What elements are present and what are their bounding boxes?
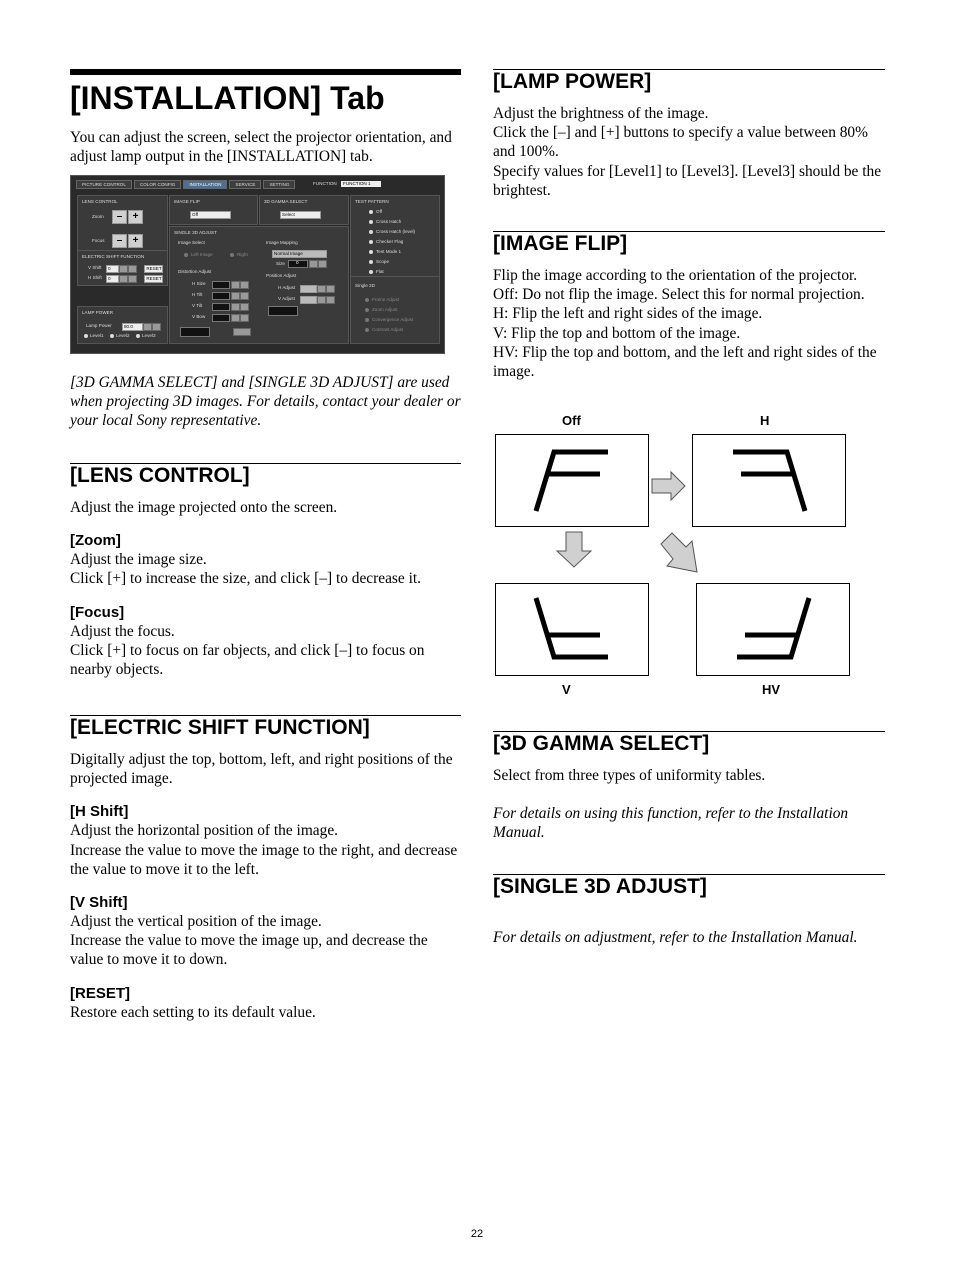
- ui-single-3d-panel: SINGLE 3D ADJUST Image Select Left Image Right Distortion Adjust H Size H Tilt V Tilt V Bow Image Mapping Normal Image Size 0 Position Adjust H Adjust V Adjust: [169, 226, 349, 344]
- flip-v-screen: [495, 583, 649, 676]
- zoom-title: [Zoom]: [70, 532, 121, 550]
- lamp-power-title: [LAMP POWER]: [493, 69, 885, 94]
- image-flip-section: [IMAGE FLIP] Flip the image according to the orientation of the projector. Off: Do not flip the image. Select this for normal projection. H: Flip the left and right sides of the image. V: Flip the top and bottom of the image. HV: Flip the top and bottom, and the left and right sides of the image.: [493, 231, 885, 381]
- lens-control-desc: Adjust the image projected onto the screen.: [70, 499, 338, 516]
- ui-zoom-plus: +: [128, 210, 143, 224]
- ui-electric-shift-panel: ELECTRIC SHIFT FUNCTION V Shift 0 RESET H Shift 0 RESET: [77, 250, 168, 286]
- single-3d-note: For details on adjustment, refer to the Installation Manual.: [493, 929, 858, 946]
- lamp-power-section: [LAMP POWER] Adjust the brightness of the image. Click the [–] and [+] buttons to specify a value between 80% and 100%. Specify values for [Level1] to [Level3]. [Level3] should be the brightest.: [493, 69, 885, 200]
- single-3d-section: [493, 874, 885, 947]
- flip-label-v: V: [562, 682, 571, 697]
- lens-control-title: [LENS CONTROL]: [70, 463, 461, 488]
- flip-label-h: H: [760, 413, 770, 428]
- ui-tab-installation: INSTALLATION: [183, 180, 227, 189]
- ui-zoom-minus: –: [112, 210, 127, 224]
- flip-label-off: Off: [562, 413, 581, 428]
- ui-tab-color-config: COLOR CONFIG: [134, 180, 181, 189]
- arrow-right-icon: [651, 470, 687, 502]
- ui-lens-control-panel: LENS CONTROL Zoom – + Focus – +: [77, 195, 168, 255]
- ui-function-select: FUNCTION FUNCTION 1: [313, 180, 381, 188]
- flip-v-glyph-icon: [496, 584, 648, 675]
- ui-focus-minus: –: [112, 234, 127, 248]
- focus-title: [Focus]: [70, 603, 125, 621]
- ui-tab-service: SERVICE: [229, 180, 261, 189]
- installation-tab-screenshot: [70, 175, 445, 354]
- ui-test-pattern-panel: TEST PATTERN Off Cross Hatch Cross Hatch (level) Checker Flag Test Mode 1 Scope Flat: [350, 195, 440, 287]
- flip-h-screen: [692, 434, 846, 527]
- flip-hv-screen: [696, 583, 850, 676]
- page-title: [INSTALLATION] Tab: [70, 80, 385, 116]
- arrow-diagonal-icon: [659, 530, 701, 576]
- h-shift-title: [H Shift]: [70, 803, 129, 821]
- ui-focus-plus: +: [128, 234, 143, 248]
- single-3d-title: [SINGLE 3D ADJUST]: [493, 874, 885, 899]
- ui-lamp-power-panel: LAMP POWER Lamp Power 80.0 Level1 Level2 Level3: [77, 306, 168, 344]
- lens-control-section: [LENS CONTROL] Adjust the image projected onto the screen. [Zoom] Adjust the image size. Click [+] to increase the size, and click [–] to decrease it. [Focus] Adjust the focus. Click [+] to focus on far objects, and click [–] to focus on nearby objects.: [70, 463, 461, 679]
- reset-title: [RESET]: [70, 984, 130, 1002]
- gamma-title: [3D GAMMA SELECT]: [493, 731, 885, 756]
- ui-tab-picture-control: PICTURE CONTROL: [76, 180, 132, 189]
- title-rule: [70, 69, 461, 75]
- ui-tab-setting: SETTING: [263, 180, 295, 189]
- flip-hv-glyph-icon: [697, 584, 849, 675]
- flip-label-hv: HV: [762, 682, 781, 697]
- electric-shift-title: [ELECTRIC SHIFT FUNCTION]: [70, 715, 461, 740]
- flip-off-glyph-icon: [496, 435, 648, 526]
- flip-h-glyph-icon: [693, 435, 845, 526]
- electric-shift-desc: Digitally adjust the top, bottom, left, and right positions of the projected image.: [70, 751, 453, 788]
- v-shift-title: [V Shift]: [70, 894, 128, 912]
- gamma-note: For details on using this function, refer to the Installation Manual.: [493, 805, 849, 842]
- ui-image-flip-panel: IMAGE FLIP Off: [169, 195, 258, 225]
- screenshot-caption: [3D GAMMA SELECT] and [SINGLE 3D ADJUST] are used when projecting 3D images. For details, contact your dealer or your local Sony representative.: [70, 374, 461, 430]
- image-flip-title: [IMAGE FLIP]: [493, 231, 885, 256]
- page-number: 22: [470, 1228, 484, 1240]
- gamma-section: [3D GAMMA SELECT] Select from three types of uniformity tables. For details on using this function, refer to the Installation Manual.: [493, 731, 885, 843]
- ui-gamma-panel: 3D GAMMA SELECT Select: [259, 195, 349, 225]
- arrow-down-icon: [555, 531, 593, 569]
- electric-shift-section: [ELECTRIC SHIFT FUNCTION] Digitally adjust the top, bottom, left, and right positions of the projected image. [H Shift] Adjust the horizontal position of the image. Increase the value to move the image to the right, and decrease the value to move it to the left. [V Shift] Adjust the vertical position of the image. Increase the value to move the image up, and decrease the value to move it to down. [RESET] Restore each setting to its default value.: [70, 715, 461, 1022]
- ui-single-3d-list-panel: Single 3D Frame Adjust Zoom Adjust Convergence Adjust Contrast Adjust: [350, 276, 440, 344]
- flip-off-screen: [495, 434, 649, 527]
- ui-tab-bar: [76, 180, 295, 189]
- intro-text: You can adjust the screen, select the projector orientation, and adjust lamp output in the [INSTALLATION] tab.: [70, 129, 452, 166]
